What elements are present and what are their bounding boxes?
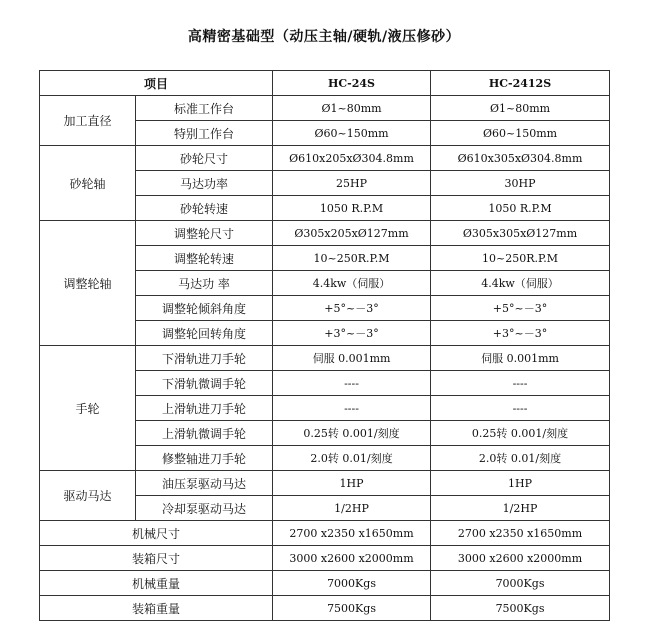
value-model-2: 0.25转 0.001/刻度 — [431, 421, 610, 446]
table-row — [40, 221, 610, 246]
value-model-2: 2700 x2350 x1650mm — [431, 521, 610, 546]
row-label: 装箱重量 — [40, 596, 273, 621]
header-row — [40, 71, 610, 96]
value-model-2: ---- — [431, 371, 610, 396]
value-model-2: 1/2HP — [431, 496, 610, 521]
row-label: 马达功 率 — [136, 271, 273, 296]
table-row — [40, 346, 610, 371]
row-label: 上滑轨微调手轮 — [136, 421, 273, 446]
value-model-1: Ø1~80mm — [273, 96, 431, 121]
row-label: 调整轮转速 — [136, 246, 273, 271]
value-model-1: 1050 R.P.M — [273, 196, 431, 221]
value-model-1: 10~250R.P.M — [273, 246, 431, 271]
row-label: 特别工作台 — [136, 121, 273, 146]
value-model-1: 7500Kgs — [273, 596, 431, 621]
value-model-1: 0.25转 0.001/刻度 — [273, 421, 431, 446]
table-row — [40, 521, 610, 546]
row-label: 修整轴进刀手轮 — [136, 446, 273, 471]
value-model-1: 4.4kw（伺服） — [273, 271, 431, 296]
value-model-1: ---- — [273, 371, 431, 396]
table-row — [40, 546, 610, 571]
table-row — [40, 471, 610, 496]
value-model-2: 3000 x2600 x2000mm — [431, 546, 610, 571]
value-model-1: +3°~－3° — [273, 321, 431, 346]
value-model-1: 伺服 0.001mm — [273, 346, 431, 371]
value-model-2: +5°~－3° — [431, 296, 610, 321]
value-model-2: ---- — [431, 396, 610, 421]
value-model-2: 伺服 0.001mm — [431, 346, 610, 371]
table-row — [40, 571, 610, 596]
row-label: 机械尺寸 — [40, 521, 273, 546]
table-row — [40, 146, 610, 171]
row-label: 冷却泵驱动马达 — [136, 496, 273, 521]
row-label: 调整轮倾斜角度 — [136, 296, 273, 321]
value-model-2: 1050 R.P.M — [431, 196, 610, 221]
value-model-2: Ø60~150mm — [431, 121, 610, 146]
value-model-1: ---- — [273, 396, 431, 421]
row-label: 标准工作台 — [136, 96, 273, 121]
value-model-2: Ø305x305xØ127mm — [431, 221, 610, 246]
group-label: 加工直径 — [40, 96, 136, 146]
value-model-1: 3000 x2600 x2000mm — [273, 546, 431, 571]
group-label: 手轮 — [40, 346, 136, 471]
value-model-1: 2.0转 0.01/刻度 — [273, 446, 431, 471]
value-model-2: 7000Kgs — [431, 571, 610, 596]
value-model-1: Ø305x205xØ127mm — [273, 221, 431, 246]
value-model-2: 1HP — [431, 471, 610, 496]
row-label: 调整轮尺寸 — [136, 221, 273, 246]
header-model-2: HC-2412S — [431, 71, 610, 96]
value-model-1: 7000Kgs — [273, 571, 431, 596]
value-model-2: 2.0转 0.01/刻度 — [431, 446, 610, 471]
value-model-2: 10~250R.P.M — [431, 246, 610, 271]
group-label: 驱动马达 — [40, 471, 136, 521]
row-label: 下滑轨微调手轮 — [136, 371, 273, 396]
value-model-1: 1HP — [273, 471, 431, 496]
value-model-1: Ø60~150mm — [273, 121, 431, 146]
row-label: 油压泵驱动马达 — [136, 471, 273, 496]
value-model-2: Ø610x305xØ304.8mm — [431, 146, 610, 171]
group-label: 调整轮轴 — [40, 221, 136, 346]
page-title: 高精密基础型（动压主轴/硬轨/液压修砂） — [187, 29, 461, 45]
row-label: 装箱尺寸 — [40, 546, 273, 571]
header-model-1: HC-24S — [273, 71, 431, 96]
table-row — [40, 96, 610, 121]
row-label: 砂轮尺寸 — [136, 146, 273, 171]
row-label: 调整轮回转角度 — [136, 321, 273, 346]
value-model-2: +3°~－3° — [431, 321, 610, 346]
row-label: 机械重量 — [40, 571, 273, 596]
value-model-2: 4.4kw（伺服） — [431, 271, 610, 296]
value-model-2: 30HP — [431, 171, 610, 196]
value-model-1: Ø610x205xØ304.8mm — [273, 146, 431, 171]
row-label: 下滑轨进刀手轮 — [136, 346, 273, 371]
value-model-2: Ø1~80mm — [431, 96, 610, 121]
table-row — [40, 596, 610, 621]
value-model-1: 25HP — [273, 171, 431, 196]
row-label: 马达功率 — [136, 171, 273, 196]
row-label: 砂轮转速 — [136, 196, 273, 221]
row-label: 上滑轨进刀手轮 — [136, 396, 273, 421]
value-model-1: 2700 x2350 x1650mm — [273, 521, 431, 546]
header-item: 项目 — [40, 71, 273, 96]
value-model-2: 7500Kgs — [431, 596, 610, 621]
value-model-1: +5°~－3° — [273, 296, 431, 321]
spec-table — [39, 70, 610, 621]
value-model-1: 1/2HP — [273, 496, 431, 521]
group-label: 砂轮轴 — [40, 146, 136, 221]
